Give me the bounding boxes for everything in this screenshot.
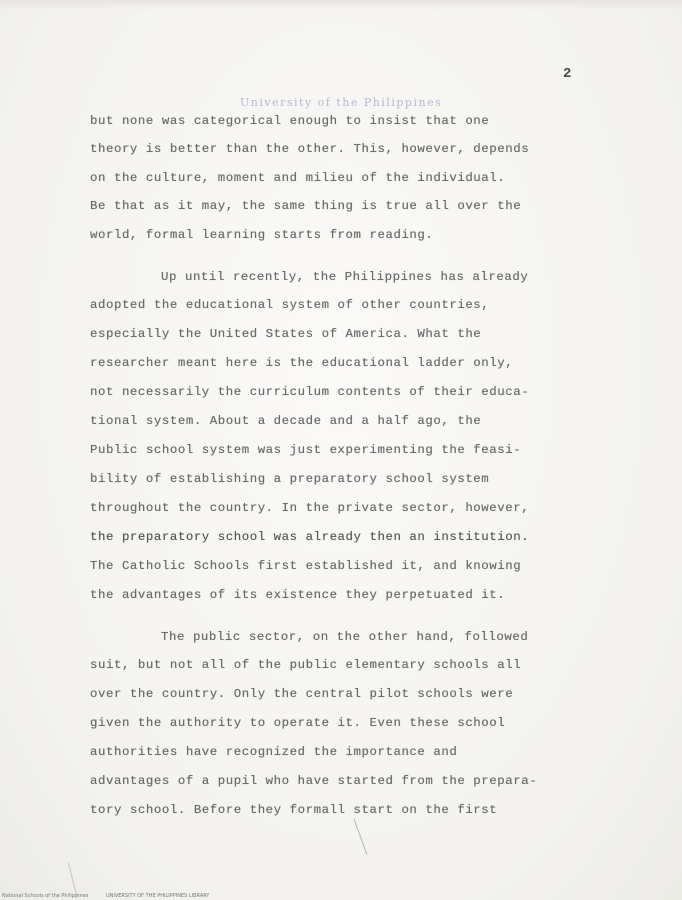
text-line: on the culture, moment and milieu of the individual.	[90, 171, 506, 185]
text-line: bility of establishing a preparatory school system	[90, 472, 490, 486]
library-stamp: University of the Philippines	[240, 96, 443, 109]
text-line: researcher meant here is the educational ladder only,	[90, 356, 514, 370]
paper-crease-mark	[354, 819, 368, 855]
text-line: given the authority to operate it. Even these school	[90, 716, 506, 730]
text-line: but none was categorical enough to insist that one	[90, 114, 490, 128]
page-number: 2	[563, 66, 572, 82]
text-line: authorities have recognized the importance and	[90, 745, 458, 759]
paper-crease-mark	[68, 862, 77, 895]
text-line: theory is better than the other. This, however, depends	[90, 142, 530, 156]
text-line: The Catholic Schools first established it, and knowing	[90, 559, 522, 573]
text-line: The public sector, on the other hand, followed	[161, 630, 529, 644]
text-line: especially the United States of America. What the	[90, 327, 482, 341]
text-line: tional system. About a decade and a half ago, the	[90, 414, 482, 428]
footer-left-text: National Schools of the Philippines	[2, 893, 89, 899]
text-line: suit, but not all of the public elementary schools all	[90, 658, 522, 672]
page-top-edge	[0, 0, 682, 10]
text-line: Public school system was just experimenting the feasi-	[90, 443, 522, 457]
text-line: advantages of a pupil who have started from the prepara-	[90, 774, 538, 788]
text-line: the advantages of its existence they perpetuated it.	[90, 588, 506, 602]
text-line: over the country. Only the central pilot schools were	[90, 687, 514, 701]
footer-right-text: UNIVERSITY OF THE PHILIPPINES LIBRARY	[105, 893, 210, 899]
text-line: Up until recently, the Philippines has already	[161, 270, 529, 284]
text-line: tory school. Before they formall start on the first	[90, 803, 498, 817]
text-line: throughout the country. In the private sector, however,	[90, 501, 530, 515]
text-line: adopted the educational system of other countries,	[90, 298, 490, 312]
text-line: the preparatory school was already then an institution.	[90, 530, 530, 544]
text-line: not necessarily the curriculum contents of their educa-	[90, 385, 530, 399]
text-line: world, formal learning starts from reading.	[90, 228, 434, 242]
text-line: Be that as it may, the same thing is true all over the	[90, 199, 522, 213]
scan-footer	[2, 893, 225, 899]
